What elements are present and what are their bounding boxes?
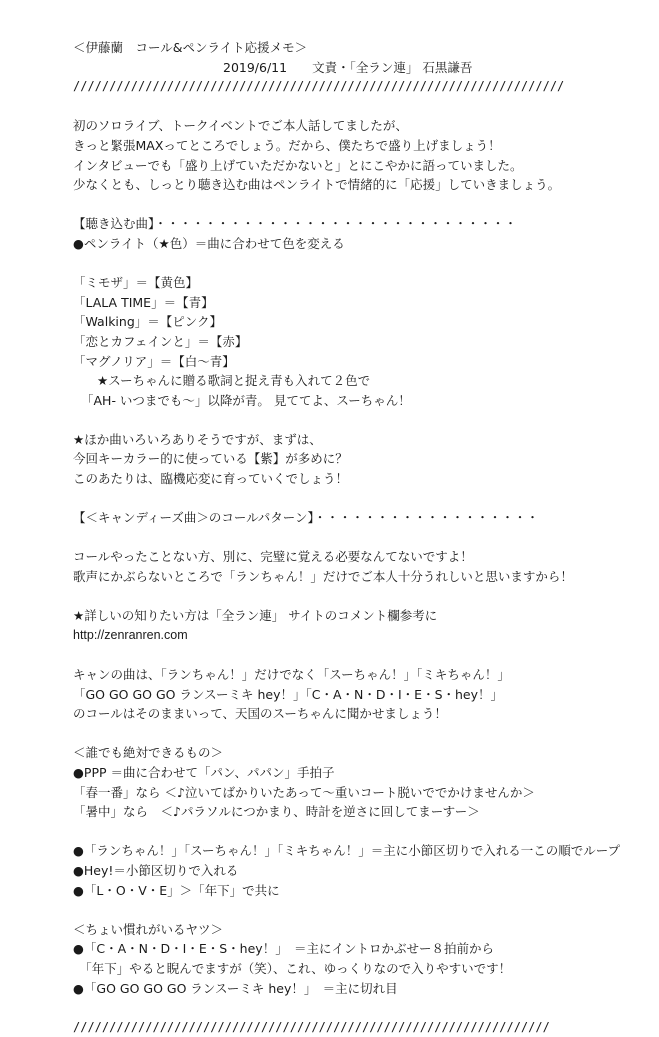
call-intro-line: 歌声にかぶらないところで「ランちゃん！」だけでご本人十分うれしいと思いますから！ xyxy=(73,569,573,585)
song-color-item: 「マグノリア」＝【白〜青】 xyxy=(73,353,235,369)
intro-line: 少なくとも、しっとり聴き込む曲はペンライトで情緒的に「応援」していきましょう。 xyxy=(73,177,561,193)
penlight-rule: ●ペンライト（★色）＝曲に合わせて色を変える xyxy=(73,235,345,251)
section-heading-easy: ＜誰でも絶対できるもの＞ xyxy=(73,745,224,761)
memo-document xyxy=(73,38,653,1037)
call-line: キャンの曲は、「ランちゃん！」だけでなく「スーちゃん！」「ミキちゃん！」 xyxy=(73,667,510,682)
advanced-item: ●「GO GO GO GO ランスーミキ hey！」 ＝主に切れ目 xyxy=(73,980,398,996)
easy-item: ●「ランちゃん！」「スーちゃん！」「ミキちゃん！」＝主に小節区切りで入れる一この順でループ xyxy=(73,843,621,859)
magnolia-note: 「AH- いつまでも〜」以降が青。 見ててよ、スーちゃん！ xyxy=(81,392,411,408)
section-heading-call-pattern: 【＜キャンディーズ曲＞のコールパターン】・・・・・・・・・・・・・・・・・・ xyxy=(73,510,539,526)
intro-line: インタビューでも「盛り上げていただかないと」とにこやかに語っていました。 xyxy=(73,157,523,173)
song-color-item: 「恋とカフェインと」＝【赤】 xyxy=(73,333,248,349)
easy-item: 「暑中」なら ＜♪パラソルにつかまり、時計を逆さに回してまーすー＞ xyxy=(73,804,480,820)
call-line: 「GO GO GO GO ランスーミキ hey！」「C・A・N・D・I・E・S・hey！」 xyxy=(73,686,504,702)
song-color-item: 「ミモザ」＝【黄色】 xyxy=(73,275,199,291)
advanced-item: 「年下」やると睨んでますが（笑）、これ、ゆっくりなので入りやすいです！ xyxy=(73,960,512,976)
extra-note: このあたりは、臨機応変に育っていくでしょう！ xyxy=(73,471,349,487)
call-line: のコールはそのままいって、天国のスーちゃんに聞かせましょう！ xyxy=(73,706,447,722)
reference-note: ★詳しいの知りたい方は「全ラン連」 サイトのコメント欄参考に xyxy=(73,608,438,624)
easy-item: ●PPP ＝曲に合わせて「パン、パパン」手拍子 xyxy=(73,764,335,780)
top-slash-rule: //////////////////////////////////////////////////////////////////// xyxy=(73,79,565,94)
bottom-slash-rule: ////////////////////////////////////////////////////////////////// xyxy=(73,1019,550,1034)
reference-url: http://zenranren.com xyxy=(73,627,188,642)
extra-note: 今回キーカラー的に使っている【紫】が多めに？ xyxy=(73,451,348,467)
intro-line: きっと緊張MAXってところでしょう。だから、僕たちで盛り上げましょう！ xyxy=(73,137,501,153)
extra-note: ★ほか曲いろいろありそうですが、まずは、 xyxy=(73,431,322,447)
memo-author-date: 2019/6/11 文責・「全ラン連」 石黒謙吾 xyxy=(223,59,473,75)
memo-title: ＜伊藤蘭 コール&ペンライト応援メモ＞ xyxy=(73,40,308,55)
easy-item: ●Hey!＝小節区切りで入れる xyxy=(73,862,239,878)
song-color-item: 「Walking」＝【ピンク】 xyxy=(73,314,223,330)
magnolia-note: ★スーちゃんに贈る歌詞と捉え青も入れて２色で xyxy=(97,373,371,389)
song-color-item: 「LALA TIME」＝【青】 xyxy=(73,294,214,310)
easy-item: ●「L・O・V・E」＞「年下」で共に xyxy=(73,882,280,898)
easy-item: 「春一番」なら ＜♪泣いてばかりいたあって〜重いコート脱いででかけませんか＞ xyxy=(73,784,535,800)
call-intro-line: コールやったことない方、別に、完璧に覚える必要なんてないですよ！ xyxy=(73,549,473,565)
section-heading-advanced: ＜ちょい慣れがいるヤツ＞ xyxy=(73,921,224,937)
section-heading-listening: 【聴き込む曲】・・・・・・・・・・・・・・・・・・・・・・・・・・・・・ xyxy=(73,216,517,232)
advanced-item: ●「C・A・N・D・I・E・S・hey！」 ＝主にイントロかぶせー８拍前から xyxy=(73,941,494,957)
intro-line: 初のソロライブ、トークイベントでご本人話してましたが、 xyxy=(73,118,408,134)
